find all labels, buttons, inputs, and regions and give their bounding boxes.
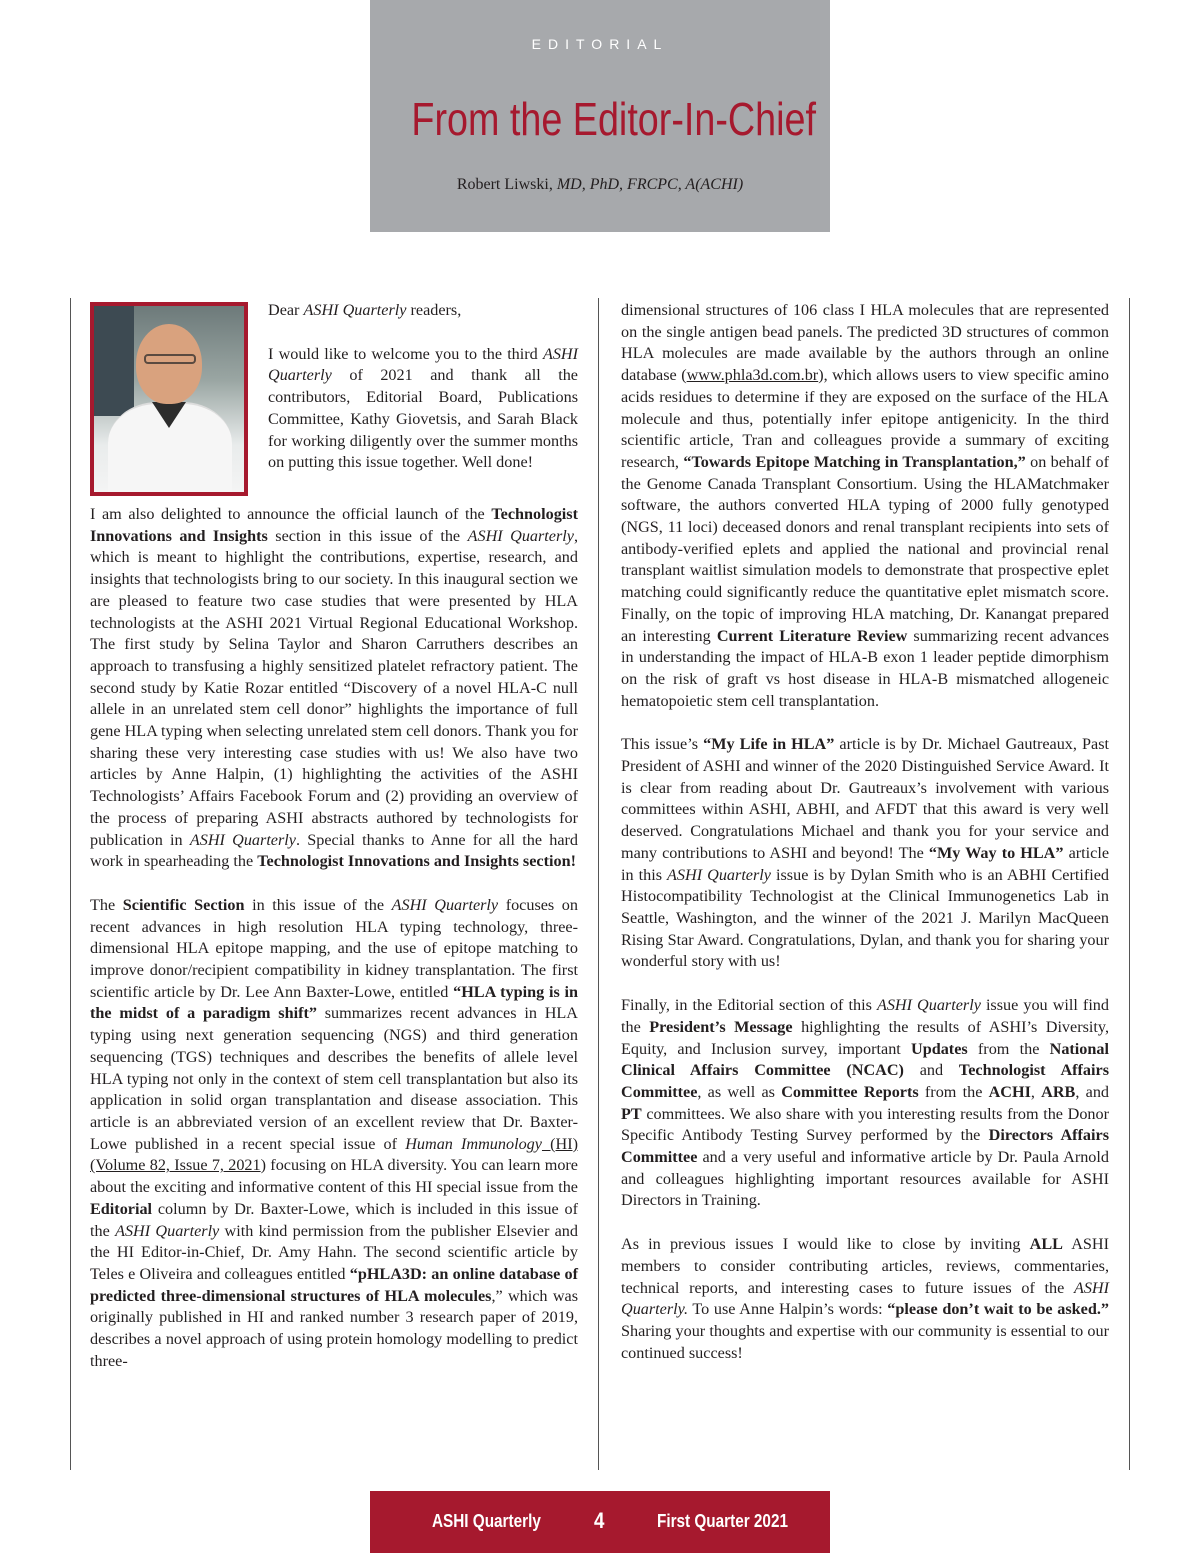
section-label: EDITORIAL <box>531 36 669 52</box>
greeting: Dear ASHI Quarterly readers, <box>268 301 462 319</box>
paragraph-closing: As in previous issues I would like to close by inviting ALL ASHI members to consider contributing articles, reviews, commentaries, technical reports, and interesting cases to future issues of the ASHI Quarterly. To use Anne Halpin’s words: “please don’t wait to be asked.” Sharing your thoughts and expertise with our community is essential to our continued success! <box>621 1235 1109 1362</box>
left-column-rule <box>70 298 71 1470</box>
author-portrait <box>90 302 248 496</box>
center-column-rule <box>598 298 599 1470</box>
portrait-head <box>136 324 202 404</box>
hi-volume-link[interactable]: (HI) (Volume 82, Issue 7, 2021 <box>90 1134 578 1175</box>
editorial-header <box>370 0 830 232</box>
paragraph-welcome: I would like to welcome you to the third ASHI Quarterly of 2021 and thank all the contributors, Editorial Board, Publications Committee, Kathy Giovetsis, and Sarah Black for working diligently over the summer months on putting this issue together. Well done! <box>268 344 578 472</box>
page-title: From the Editor-In-Chief <box>411 93 816 145</box>
paragraph-editorial-section: Finally, in the Editorial section of this ASHI Quarterly issue you will find the President’s Message highlighting the results of ASHI’s Diversity, Equity, and Inclusion survey, important Updates from the National Clinical Affairs Committee (NCAC) and Technologist Affairs Committee, as well as Committee Reports from the ACHI, ARB, and PT committees. We also share with you interesting results from the Donor Specific Antibody Testing Survey performed by the Directors Affairs Committee and a very useful and informative article by Dr. Paula Arnold and colleagues highlighting important resources available for ASHI Directors in Training. <box>621 996 1110 1210</box>
author-credentials: MD, PhD, FRCPC, A(ACHI) <box>556 176 744 193</box>
paragraph-my-life-in-hla: This issue’s “My Life in HLA” article is by Dr. Michael Gautreaux, Past President of ASHI and winner of the 2020 Distinguished Service Award. It is clear from reading about Dr. Gautreaux’s involvement with various committees within ASHI, ABHI, and AFDT that this award is very well deserved. Congratulations Michael and thank you for your service and many contributions to ASHI and beyond! The “My Way to HLA” article in this ASHI Quarterly issue is by Dylan Smith who is an ABHI Certified Histocompatibility Technologist at the Clinical Immunogenetics Lab in Seattle, Washington, and the winner of the 2021 J. Marilyn MacQueen Rising Star Award. Congratulations, Dylan, and thank you for sharing your wonderful story with us! <box>621 735 1110 971</box>
page-footer <box>370 1491 830 1553</box>
left-column <box>90 300 578 1372</box>
author-line <box>370 176 830 194</box>
right-column <box>621 300 1109 1364</box>
right-column-rule <box>1129 298 1130 1470</box>
portrait-glasses <box>144 354 196 364</box>
paragraph-phla3d-continued: dimensional structures of 106 class I HLA molecules that are represented on the single antigen bead panels. The predicted 3D structures of common HLA molecules are made available by the authors through an online database (www.phla3d.com.br), which allows users to view specific amino acids residues to determine if they are exposed on the surface of the HLA molecule and thus, potentially infer epitope antigenicity. In the third scientific article, Tran and colleagues provide a summary of exciting research, “Towards Epitope Matching in Transplantation,” on behalf of the Genome Canada Transplant Consortium. Using the HLAMatchmaker software, the authors converted HLA typing of 2000 fully genotyped (NGS, 11 loci) deceased donors and renal transplant recipients into sets of antibody-verified eplets and applied the national and provincial renal transplant waitlist simulation models to demonstrate that prospective eplet matching could significantly reduce the quantitative eplet mismatch score. Finally, on the topic of improving HLA matching, Dr. Kanangat prepared an interesting Current Literature Review summarizing recent advances in understanding the impact of HLA-B exon 1 leader peptide dimorphism on the risk of graft vs host disease in HLA-B mismatched allogeneic hematopoietic stem cell transplantation. <box>621 301 1110 710</box>
author-name: Robert Liwski, <box>456 176 553 193</box>
paragraph-scientific-section: The Scientific Section in this issue of the ASHI Quarterly focuses on recent advances in high resolution HLA typing technology, three-dimensional HLA epitope mapping, and the use of epitope matching to improve donor/recipient compatibility in kidney transplantation. The first scientific article by Dr. Lee Ann Baxter-Lowe, entitled “HLA typing is in the midst of a paradigm shift” summarizes recent advances in HLA typing using next generation sequencing (NGS) and third generation sequencing (TGS) techniques and describes the benefits of allele level HLA typing not only in the context of stem cell transplantation but also its application in solid organ transplantation and disease association. This article is an abbreviated version of an excellent review that Dr. Baxter-Lowe published in a recent special issue of Human Immunology (HI) (Volume 82, Issue 7, 2021) focusing on HLA diversity. You can learn more about the exciting and informative content of this HI special issue from the Editorial column by Dr. Baxter-Lowe, which is included in this issue of the ASHI Quarterly with kind permission from the publisher Elsevier and the HI Editor-in-Chief, Dr. Amy Hahn. The second scientific article by Teles e Oliveira and colleagues entitled “pHLA3D: an online database of predicted three-dimensional structures of HLA molecules,” which was originally published in HI and ranked number 3 research paper of 2019, describes a novel approach of using protein homology modelling to predict three- <box>90 895 578 1370</box>
footer-journal: ASHI Quarterly <box>432 1511 541 1531</box>
paragraph-technologist-section: I am also delighted to announce the official launch of the Technologist Innovations and Insights section in this issue of the ASHI Quarterly, which is meant to highlight the contributions, expertise, research, and insights that technologists bring to our society. In this inaugural section we are pleased to feature two case studies that were presented by HLA technologists at the ASHI 2021 Virtual Regional Educational Workshop. The first study by Selina Taylor and Sharon Carruthers describes an approach to transfusing a highly sensitized platelet refractory patient. The second study by Katie Rozar entitled “Discovery of a novel HLA-C null allele in an unrelated stem cell donor” highlights the importance of full gene HLA typing when selecting unrelated stem cell donors. Thank you for sharing these very interesting case studies with us! We also have two articles by Anne Halpin, (1) highlighting the activities of the ASHI Technologists’ Affairs Facebook Forum and (2) providing an overview of the process of preparing ASHI abstracts authored by technologists for publication in ASHI Quarterly. Special thanks to Anne for all the hard work in spearheading the Technologist Innovations and Insights section! <box>90 505 579 871</box>
page-number: 4 <box>594 1508 605 1533</box>
portrait-background-shelf <box>94 306 134 416</box>
phla3d-link[interactable]: www.phla3d.com.br <box>686 366 819 385</box>
footer-issue: First Quarter 2021 <box>657 1511 788 1531</box>
